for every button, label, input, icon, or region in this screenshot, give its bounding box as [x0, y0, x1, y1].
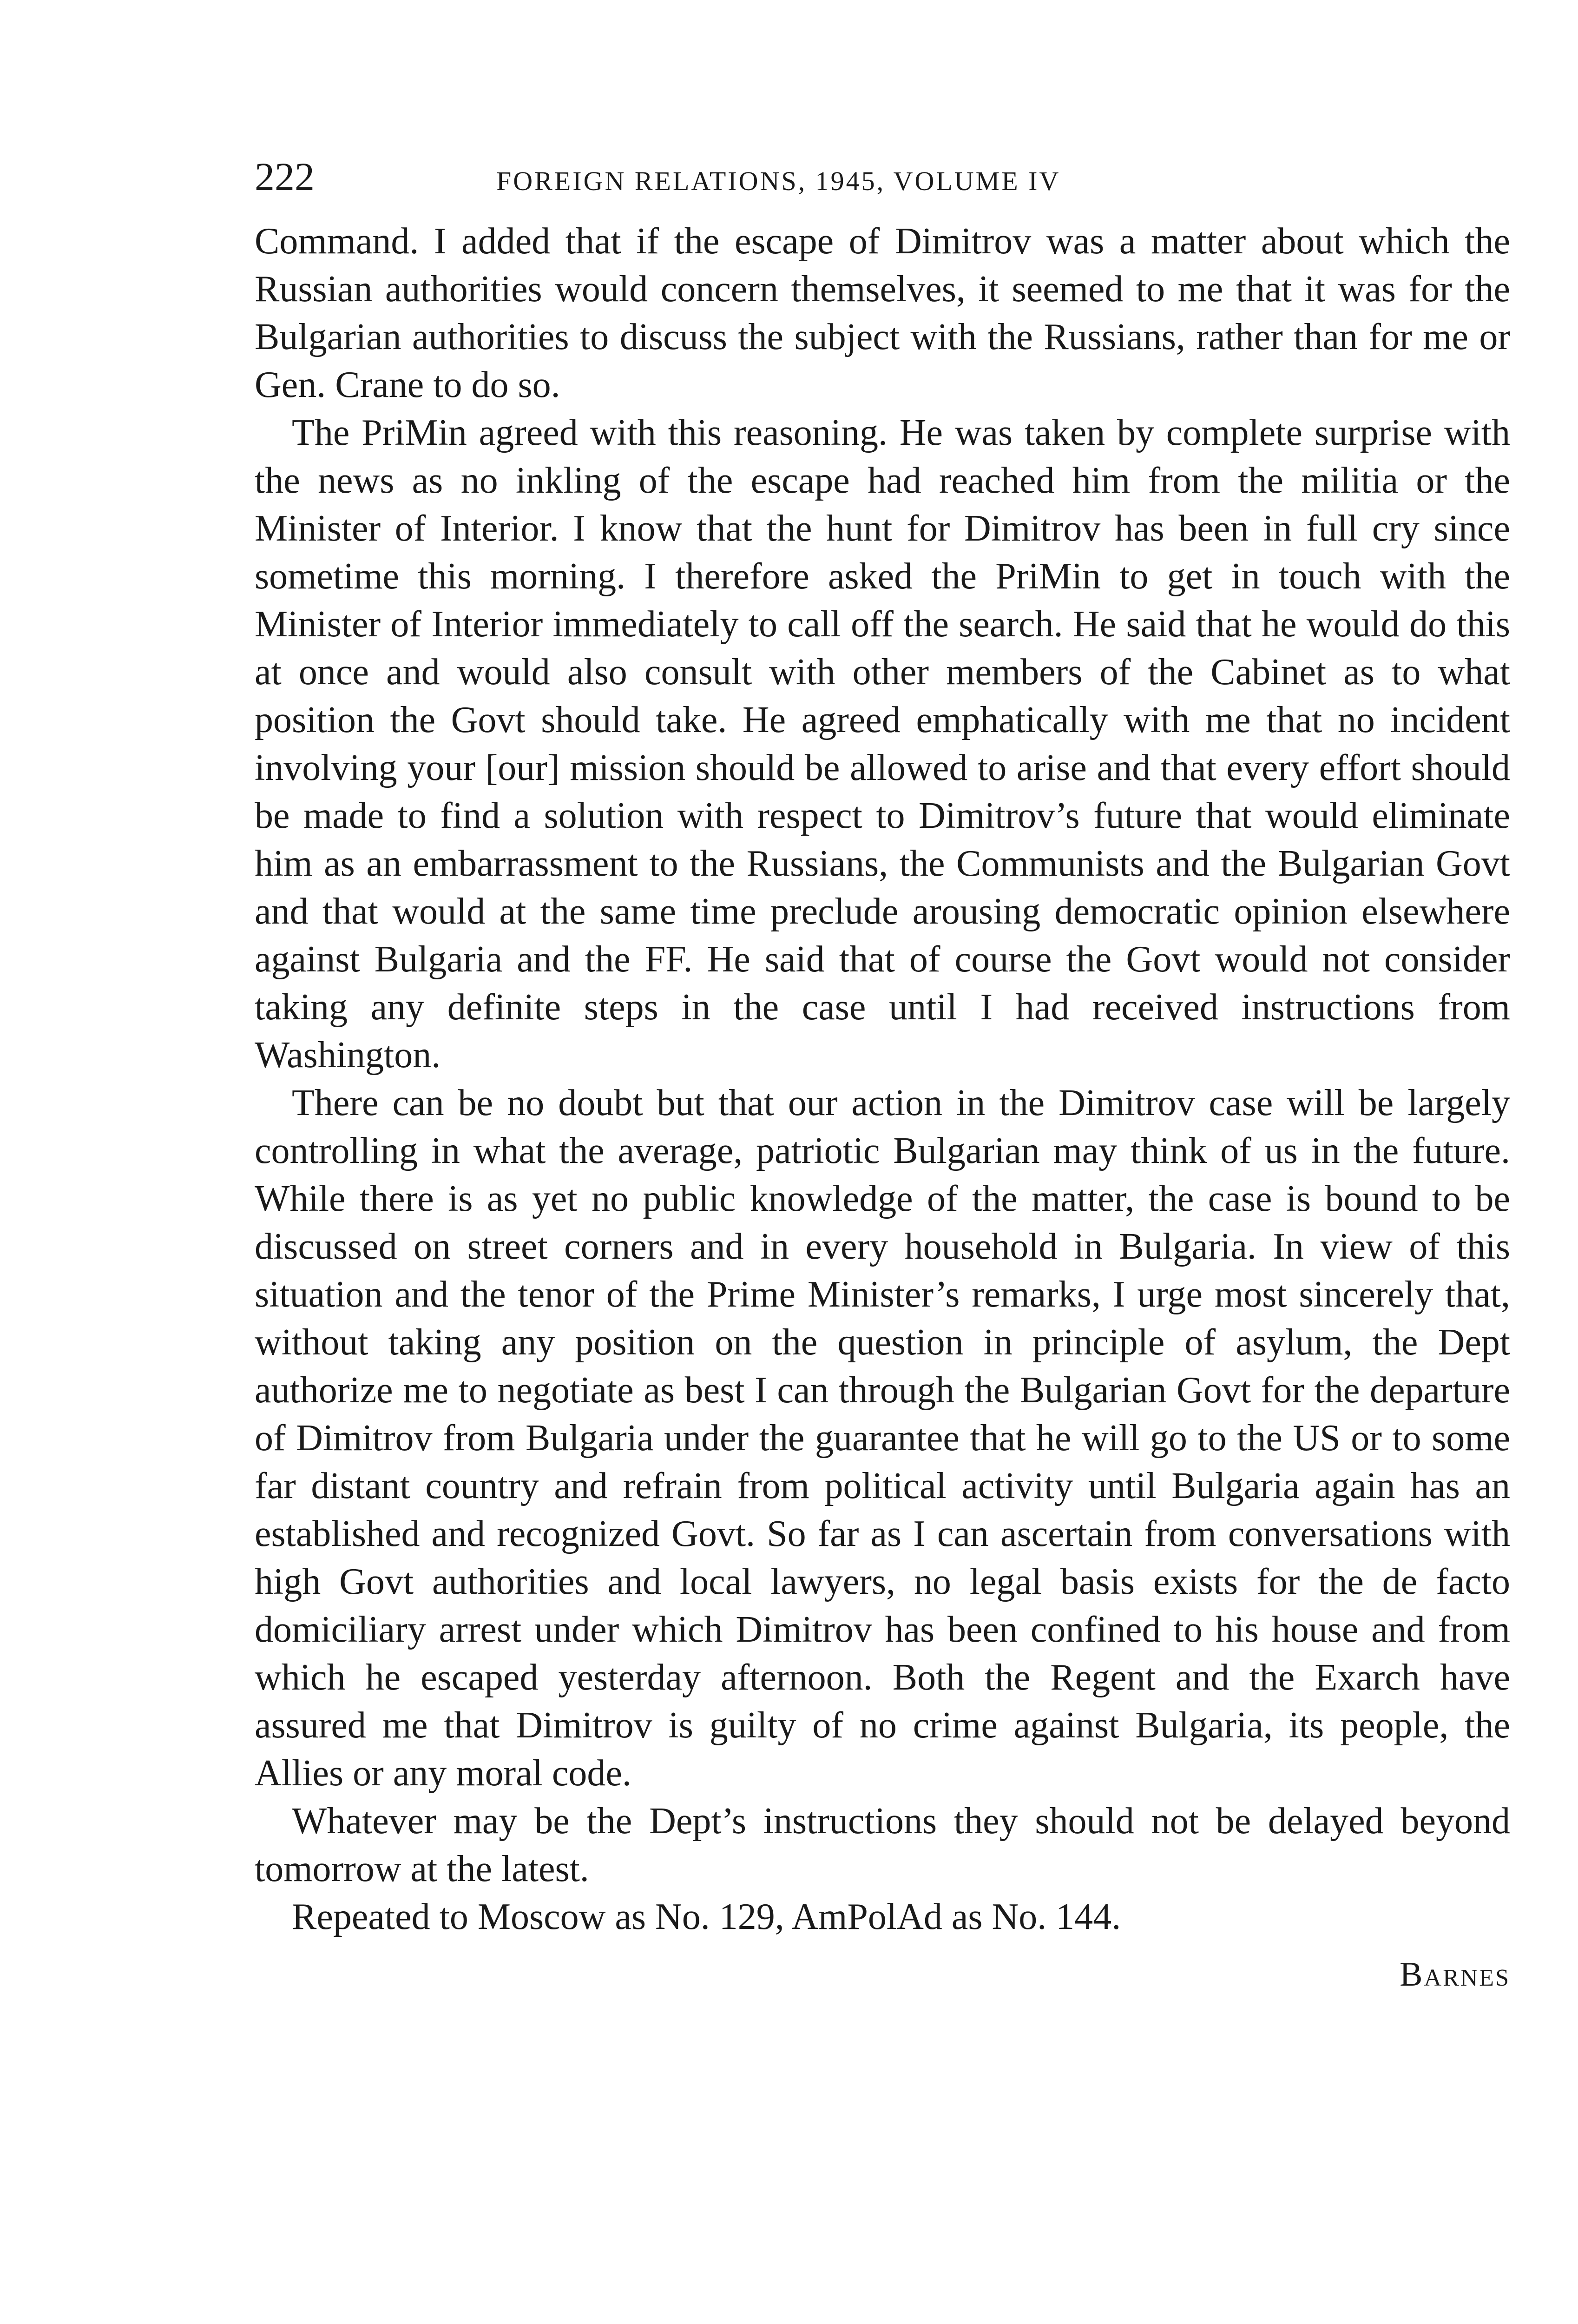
page-number: 222	[255, 154, 315, 199]
paragraph-2: The PriMin agreed with this reasoning. He was taken by complete surprise with the news as no inkling of the escape had reached him from the militia or the Minister of Interior. I know that the hunt for Dimitrov has been in full cry since sometime this morning. I therefore asked the PriMin to get in touch with the Minister of Interior immediately to call off the search. He said that he would do this at once and would also consult with other members of the Cabinet as to what position the Govt should take. He agreed emphatically with me that no incident involving your [our] mission should be allowed to arise and that every effort should be made to find a solution with respect to Dimitrov’s future that would eliminate him as an embarrassment to the Russians, the Communists and the Bulgarian Govt and that would at the same time preclude arousing democratic opinion elsewhere against Bulgaria and the FF. He said that of course the Govt would not consider taking any definite steps in the case until I had received instructions from Washington.	[255, 412, 1510, 1076]
paragraph-4: Whatever may be the Dept’s instructions they should not be delayed beyond tomorrow at the latest.	[255, 1801, 1510, 1889]
paragraph-3: There can be no doubt but that our action in the Dimitrov case will be largely controlling in what the average, patriotic Bulgarian may think of us in the future. While there is as yet no public knowledge of the matter, the case is bound to be discussed on street corners and in every household in Bulgaria. In view of this situation and the tenor of the Prime Minister’s remarks, I urge most sincerely that, without taking any position on the question in principle of asylum, the Dept authorize me to negotiate as best I can through the Bulgarian Govt for the departure of Dimitrov from Bulgaria under the guarantee that he will go to the US or to some far distant country and refrain from political activity until Bulgaria again has an established and recognized Govt. So far as I can ascertain from conversations with high Govt authorities and local lawyers, no legal basis exists for the de facto domiciliary arrest under which Dimitrov has been confined to his house and from which he escaped yesterday afternoon. Both the Regent and the Exarch have assured me that Dimitrov is guilty of no crime against Bulgaria, its people, the Allies or any moral code.	[255, 1083, 1510, 1794]
running-header	[255, 153, 1510, 205]
paragraph-1: Command. I added that if the escape of Dimitrov was a matter about which the Russian authorities would concern themselves, it seemed to me that it was for the Bulgarian authorities to discuss the subject with the Russians, rather than for me or Gen. Crane to do so.	[255, 221, 1510, 405]
signature: Barnes	[1400, 1955, 1510, 1994]
body-text	[255, 218, 1510, 1941]
document-page	[255, 153, 1510, 1994]
running-title: FOREIGN RELATIONS, 1945, VOLUME IV	[496, 166, 1061, 196]
paragraph-5: Repeated to Moscow as No. 129, AmPolAd as No. 144.	[292, 1896, 1121, 1937]
